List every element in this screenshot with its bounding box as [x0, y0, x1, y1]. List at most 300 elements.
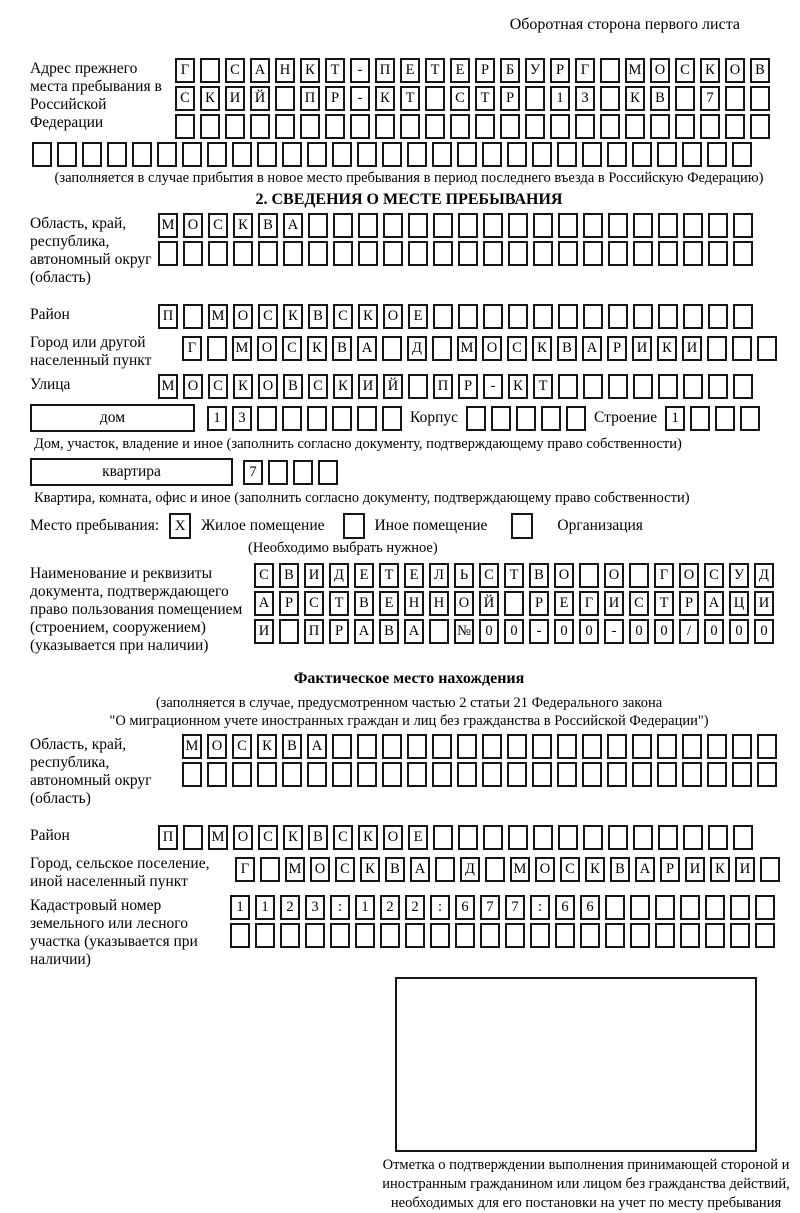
form-cell: М: [208, 825, 228, 850]
form-cell: [435, 857, 455, 882]
form-cell: 0: [729, 619, 749, 644]
form-cell: [690, 406, 710, 431]
form-cell: [708, 304, 728, 329]
form-cell: [516, 406, 536, 431]
form-cell: О: [183, 374, 203, 399]
form-cell: [760, 857, 780, 882]
form-cell: А: [357, 336, 377, 361]
form-cell: [332, 734, 352, 759]
form-cell: 0: [629, 619, 649, 644]
stay-type-block: [30, 513, 788, 539]
form-cell: [433, 304, 453, 329]
form-cell: [400, 114, 420, 139]
form-cell: [458, 241, 478, 266]
form-cell: [307, 142, 327, 167]
form-cell: [485, 857, 505, 882]
district-block: [30, 304, 788, 329]
form-cell: [260, 857, 280, 882]
form-cell: [583, 825, 603, 850]
form-cell: [740, 406, 760, 431]
form-cell: И: [735, 857, 755, 882]
form-cell: В: [279, 563, 299, 588]
actual-location-note-2: "О миграционном учете иностранных граждан и лиц без гражданства в Российской Федерации"): [109, 713, 709, 729]
form-cell: [407, 142, 427, 167]
form-cell: Т: [533, 374, 553, 399]
form-cell: 7: [700, 86, 720, 111]
form-cell: А: [354, 619, 374, 644]
form-cell: 1: [665, 406, 685, 431]
form-cell: [629, 563, 649, 588]
form-cell: [358, 241, 378, 266]
form-cell: [707, 336, 727, 361]
form-cell: [407, 734, 427, 759]
form-cell: М: [158, 213, 178, 238]
form-cell: [607, 734, 627, 759]
actual-district-block: [30, 825, 788, 850]
form-cell: Е: [554, 591, 574, 616]
form-cell: [630, 895, 650, 920]
apartment-box: квартира: [30, 458, 233, 486]
form-cell: [332, 762, 352, 787]
form-cell: 1: [550, 86, 570, 111]
stay-type-note: (Необходимо выбрать нужное): [248, 540, 438, 556]
form-cell: [293, 460, 313, 485]
form-cell: [557, 734, 577, 759]
form-cell: Е: [408, 304, 428, 329]
house-box: дом: [30, 404, 195, 432]
form-cell: С: [335, 857, 355, 882]
form-cell: [530, 923, 550, 948]
form-cell: [730, 895, 750, 920]
form-cell: [482, 734, 502, 759]
form-cell: Е: [408, 825, 428, 850]
form-cell: Г: [575, 58, 595, 83]
form-cell: А: [410, 857, 430, 882]
form-cell: [383, 213, 403, 238]
korpus-label: Корпус: [410, 409, 458, 426]
form-cell: [608, 825, 628, 850]
form-cell: [157, 142, 177, 167]
form-cell: [533, 241, 553, 266]
form-cell: С: [629, 591, 649, 616]
form-cell: Т: [379, 563, 399, 588]
stay-option-residential-label: Жилое помещение: [201, 517, 325, 534]
form-cell: 7: [505, 895, 525, 920]
form-cell: [658, 825, 678, 850]
form-cell: Т: [654, 591, 674, 616]
actual-district-label: Район: [30, 827, 70, 844]
form-cell: Г: [235, 857, 255, 882]
apartment-cells: [243, 460, 338, 485]
form-cell: [755, 895, 775, 920]
form-cell: К: [233, 374, 253, 399]
form-cell: Т: [329, 591, 349, 616]
form-cell: С: [232, 734, 252, 759]
form-cell: [707, 142, 727, 167]
form-cell: В: [283, 374, 303, 399]
form-cell: 3: [305, 895, 325, 920]
form-cell: [318, 460, 338, 485]
apartment-block: [30, 458, 788, 486]
city-label: Город или другой населенный пункт: [30, 334, 152, 369]
form-cell: [257, 406, 277, 431]
prev-address-block: [30, 58, 788, 139]
form-cell: [600, 86, 620, 111]
form-cell: А: [404, 619, 424, 644]
form-cell: [350, 114, 370, 139]
form-cell: И: [682, 336, 702, 361]
form-cell: [657, 762, 677, 787]
form-cell: Б: [500, 58, 520, 83]
form-cell: [608, 374, 628, 399]
form-cell: [583, 241, 603, 266]
form-cell: [525, 114, 545, 139]
form-cell: [382, 762, 402, 787]
form-cell: [458, 304, 478, 329]
stay-option-organization-label: Организация: [557, 517, 643, 534]
form-cell: Й: [479, 591, 499, 616]
form-cell: [732, 762, 752, 787]
actual-city-block: [30, 853, 788, 891]
form-cell: [675, 86, 695, 111]
form-cell: В: [529, 563, 549, 588]
form-cell: [182, 142, 202, 167]
form-cell: Д: [329, 563, 349, 588]
form-cell: [258, 241, 278, 266]
form-cell: К: [657, 336, 677, 361]
region-row-1: [158, 213, 753, 238]
form-cell: О: [183, 213, 203, 238]
form-cell: [483, 825, 503, 850]
form-cell: [482, 762, 502, 787]
form-cell: [432, 734, 452, 759]
form-cell: [432, 336, 452, 361]
form-cell: Е: [404, 563, 424, 588]
form-cell: В: [385, 857, 405, 882]
form-cell: [683, 374, 703, 399]
form-cell: 0: [554, 619, 574, 644]
form-cell: [408, 213, 428, 238]
form-cell: Р: [329, 619, 349, 644]
form-cell: С: [208, 213, 228, 238]
form-cell: К: [233, 213, 253, 238]
form-cell: [491, 406, 511, 431]
cadastral-block: [30, 895, 788, 969]
back-side-note: Оборотная сторона первого листа: [509, 16, 740, 33]
form-cell: [625, 114, 645, 139]
form-cell: Ц: [729, 591, 749, 616]
form-cell: М: [182, 734, 202, 759]
form-cell: [683, 304, 703, 329]
form-cell: 0: [754, 619, 774, 644]
form-cell: №: [454, 619, 474, 644]
form-cell: [332, 406, 352, 431]
form-cell: В: [750, 58, 770, 83]
cadastral-row-2: [230, 923, 775, 948]
form-cell: [432, 762, 452, 787]
form-cell: [282, 406, 302, 431]
form-cell: Р: [325, 86, 345, 111]
prev-address-row-1: [175, 58, 770, 83]
form-cell: К: [358, 304, 378, 329]
form-cell: [455, 923, 475, 948]
actual-city-label: Город, сельское поселение, иной населенный пункт: [30, 855, 210, 890]
form-cell: [733, 241, 753, 266]
form-cell: Д: [460, 857, 480, 882]
form-cell: С: [258, 304, 278, 329]
form-cell: [300, 114, 320, 139]
form-cell: К: [532, 336, 552, 361]
form-cell: С: [304, 591, 324, 616]
form-cell: :: [330, 895, 350, 920]
form-cell: А: [254, 591, 274, 616]
apartment-note: Квартира, комната, офис и иное (заполнить согласно документу, подтверждающему право собственности): [34, 490, 690, 506]
form-cell: [504, 591, 524, 616]
form-cell: О: [454, 591, 474, 616]
form-cell: О: [257, 336, 277, 361]
form-cell: О: [650, 58, 670, 83]
form-cell: [732, 336, 752, 361]
form-cell: [257, 142, 277, 167]
form-cell: С: [507, 336, 527, 361]
stay-checkbox-residential: X: [169, 513, 191, 539]
form-cell: 6: [580, 895, 600, 920]
house-note: Дом, участок, владение и иное (заполнить согласно документу, подтверждающему право собственности): [34, 436, 682, 452]
form-cell: [429, 619, 449, 644]
form-cell: 2: [280, 895, 300, 920]
form-cell: У: [729, 563, 749, 588]
form-cell: [657, 142, 677, 167]
form-cell: Е: [450, 58, 470, 83]
form-cell: [750, 86, 770, 111]
form-cell: [268, 460, 288, 485]
form-cell: [607, 762, 627, 787]
region-block: [30, 213, 788, 287]
form-cell: В: [557, 336, 577, 361]
form-cell: [282, 762, 302, 787]
form-cell: Т: [325, 58, 345, 83]
form-cell: [708, 213, 728, 238]
form-cell: [82, 142, 102, 167]
form-cell: [658, 241, 678, 266]
form-cell: [580, 923, 600, 948]
form-cell: [558, 825, 578, 850]
form-cell: И: [754, 591, 774, 616]
form-cell: Г: [182, 336, 202, 361]
form-cell: К: [585, 857, 605, 882]
form-cell: [533, 825, 553, 850]
form-cell: [605, 923, 625, 948]
form-cell: [705, 923, 725, 948]
form-cell: [707, 762, 727, 787]
prev-address-label: Адрес прежнего места пребывания в Российской Федерации: [30, 60, 162, 131]
form-cell: О: [207, 734, 227, 759]
form-cell: К: [358, 825, 378, 850]
form-cell: М: [158, 374, 178, 399]
form-cell: А: [250, 58, 270, 83]
cadastral-label: Кадастровый номер земельного или лесного участка (указывается при наличии): [30, 897, 198, 968]
form-cell: [505, 923, 525, 948]
form-cell: [425, 114, 445, 139]
form-cell: [483, 304, 503, 329]
form-cell: И: [685, 857, 705, 882]
form-cell: 1: [230, 895, 250, 920]
form-cell: П: [158, 304, 178, 329]
form-cell: 0: [579, 619, 599, 644]
form-cell: -: [350, 86, 370, 111]
form-cell: 0: [504, 619, 524, 644]
form-cell: [715, 406, 735, 431]
form-cell: [683, 213, 703, 238]
form-cell: А: [582, 336, 602, 361]
form-cell: К: [333, 374, 353, 399]
form-cell: [633, 825, 653, 850]
form-cell: М: [232, 336, 252, 361]
form-cell: [407, 762, 427, 787]
form-cell: [382, 406, 402, 431]
form-cell: [633, 241, 653, 266]
form-cell: [457, 762, 477, 787]
form-cell: [755, 923, 775, 948]
form-cell: Т: [400, 86, 420, 111]
form-cell: [280, 923, 300, 948]
form-cell: 2: [380, 895, 400, 920]
form-cell: Р: [607, 336, 627, 361]
form-cell: [282, 142, 302, 167]
form-cell: [605, 895, 625, 920]
form-cell: К: [283, 825, 303, 850]
form-cell: [375, 114, 395, 139]
actual-location-title: Фактическое место нахождения: [293, 670, 525, 687]
form-cell: О: [310, 857, 330, 882]
form-cell: [732, 142, 752, 167]
form-cell: [333, 241, 353, 266]
form-cell: [207, 762, 227, 787]
form-cell: [680, 923, 700, 948]
form-cell: В: [308, 825, 328, 850]
doc-row-2: [254, 591, 774, 616]
form-cell: [733, 213, 753, 238]
form-cell: Т: [504, 563, 524, 588]
prev-address-row-4: [32, 142, 788, 167]
actual-district-row: [158, 825, 753, 850]
form-cell: -: [483, 374, 503, 399]
form-cell: [450, 114, 470, 139]
form-cell: [558, 213, 578, 238]
form-cell: 3: [575, 86, 595, 111]
form-cell: [307, 406, 327, 431]
form-cell: А: [283, 213, 303, 238]
form-cell: О: [383, 304, 403, 329]
form-cell: К: [360, 857, 380, 882]
stroenie-label: Строение: [594, 409, 658, 426]
form-cell: С: [258, 825, 278, 850]
form-cell: [333, 213, 353, 238]
form-cell: П: [300, 86, 320, 111]
form-cell: С: [333, 304, 353, 329]
form-cell: [566, 406, 586, 431]
region-label: Область, край, республика, автономный округ (область): [30, 215, 152, 286]
form-cell: [32, 142, 52, 167]
form-cell: [283, 241, 303, 266]
form-cell: [183, 304, 203, 329]
form-cell: [183, 825, 203, 850]
actual-region-label: Область, край, республика, автономный округ (область): [30, 736, 152, 807]
form-cell: В: [258, 213, 278, 238]
form-cell: О: [604, 563, 624, 588]
form-cell: В: [650, 86, 670, 111]
form-cell: [357, 734, 377, 759]
form-cell: Й: [383, 374, 403, 399]
form-cell: [232, 142, 252, 167]
form-cell: К: [307, 336, 327, 361]
form-cell: [405, 923, 425, 948]
form-cell: [208, 241, 228, 266]
form-cell: В: [379, 619, 399, 644]
form-cell: [275, 86, 295, 111]
form-cell: В: [308, 304, 328, 329]
form-cell: Е: [400, 58, 420, 83]
form-cell: 7: [480, 895, 500, 920]
form-cell: [507, 142, 527, 167]
form-cell: П: [158, 825, 178, 850]
form-cell: Н: [275, 58, 295, 83]
form-cell: Р: [529, 591, 549, 616]
form-cell: О: [554, 563, 574, 588]
form-cell: [255, 923, 275, 948]
form-cell: [525, 86, 545, 111]
form-cell: [657, 734, 677, 759]
form-cell: Р: [458, 374, 478, 399]
form-cell: [507, 734, 527, 759]
form-cell: К: [700, 58, 720, 83]
form-cell: К: [257, 734, 277, 759]
form-cell: [158, 241, 178, 266]
form-cell: [575, 114, 595, 139]
form-cell: [408, 374, 428, 399]
form-cell: [725, 114, 745, 139]
form-cell: [600, 114, 620, 139]
street-label: Улица: [30, 376, 71, 393]
form-cell: [382, 142, 402, 167]
form-cell: [750, 114, 770, 139]
form-cell: О: [679, 563, 699, 588]
form-cell: [132, 142, 152, 167]
form-cell: М: [510, 857, 530, 882]
form-cell: [683, 241, 703, 266]
stamp-box: [395, 977, 757, 1152]
form-cell: [682, 142, 702, 167]
form-cell: 7: [243, 460, 263, 485]
form-cell: [700, 114, 720, 139]
stroenie-cells: [665, 406, 760, 431]
form-cell: [250, 114, 270, 139]
form-cell: [175, 114, 195, 139]
form-cell: К: [508, 374, 528, 399]
form-cell: 1: [355, 895, 375, 920]
form-cell: [425, 86, 445, 111]
form-cell: И: [254, 619, 274, 644]
form-cell: Й: [250, 86, 270, 111]
form-cell: 3: [232, 406, 252, 431]
form-cell: [457, 142, 477, 167]
form-cell: [380, 923, 400, 948]
form-cell: [355, 923, 375, 948]
stay-type-label: Место пребывания:: [30, 517, 160, 534]
form-cell: [757, 734, 777, 759]
form-cell: 1: [207, 406, 227, 431]
form-cell: В: [282, 734, 302, 759]
